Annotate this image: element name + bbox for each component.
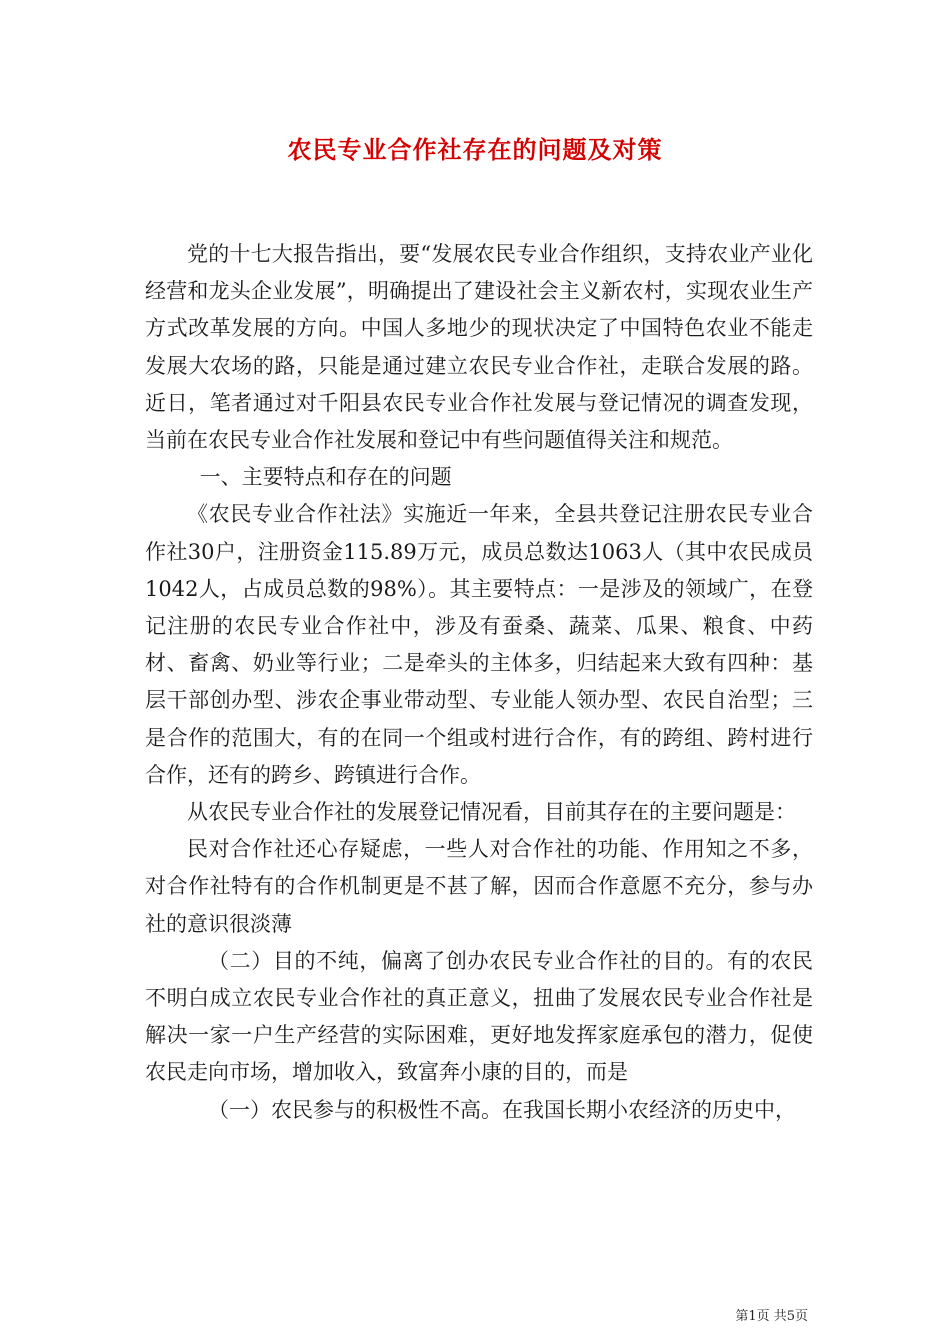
paragraph-problems-intro: 从农民专业合作社的发展登记情况看，目前其存在的主要问题是： bbox=[187, 800, 796, 825]
paragraph-doubts: 民对合作社还心存疑虑，一些人对合作社的功能、作用知之不多，对合作社特有的合作机制更是不甚了解，因而合作意愿不充分，参与办社的意识很淡薄 bbox=[145, 837, 813, 936]
paragraph-intro: 党的十七大报告指出，要“发展农民专业合作组织，支持农业产业化经营和龙头企业发展”，明确提出了建设社会主义新农村，实现农业生产方式改革发展的方向。中国人多地少的现状决定了中国特色农业不能走发展大农场的路，只能是通过建立农民专业合作社，走联合发展的路。近日，笔者通过对千阳县农民专业合作社发展与登记情况的调查发现，当前在农民专业合作社发展和登记中有些问题值得关注和规范。 bbox=[145, 242, 813, 453]
paragraph-features: 《农民专业合作社法》实施近一年来，全县共登记注册农民专业合作社30户，注册资金115.89万元，成员总数达1063人（其中农民成员1042人，占成员总数的98%）。其主要特点：一是涉及的领域广，在登记注册的农民专业合作社中，涉及有蚕桑、蔬菜、瓜果、粮食、中药材、畜禽、奶业等行业；二是牵头的主体多，归结起来大致有四种：基层干部创办型、涉农企事业带动型、专业能人领办型、农民自治型；三是合作的范围大，有的在同一个组或村进行合作，有的跨组、跨村进行合作，还有的跨乡、跨镇进行合作。 bbox=[145, 502, 813, 787]
page-number: 第1页 共5页 bbox=[735, 1309, 808, 1324]
paragraph-item-two: （二）目的不纯，偏离了创办农民专业合作社的目的。有的农民不明白成立农民专业合作社的真正意义，扭曲了发展农民专业合作社是解决一家一户生产经营的实际困难，更好地发挥家庭承包的潜力，促使农民走向市场，增加收入，致富奔小康的目的，而是 bbox=[145, 948, 813, 1085]
document-title: 农民专业合作社存在的问题及对策 bbox=[287, 136, 663, 164]
paragraph-item-one: （一）农民参与的积极性不高。在我国长期小农经济的历史中， bbox=[208, 1097, 796, 1122]
section-heading: 一、主要特点和存在的问题 bbox=[199, 465, 452, 490]
document-body bbox=[145, 236, 813, 1129]
